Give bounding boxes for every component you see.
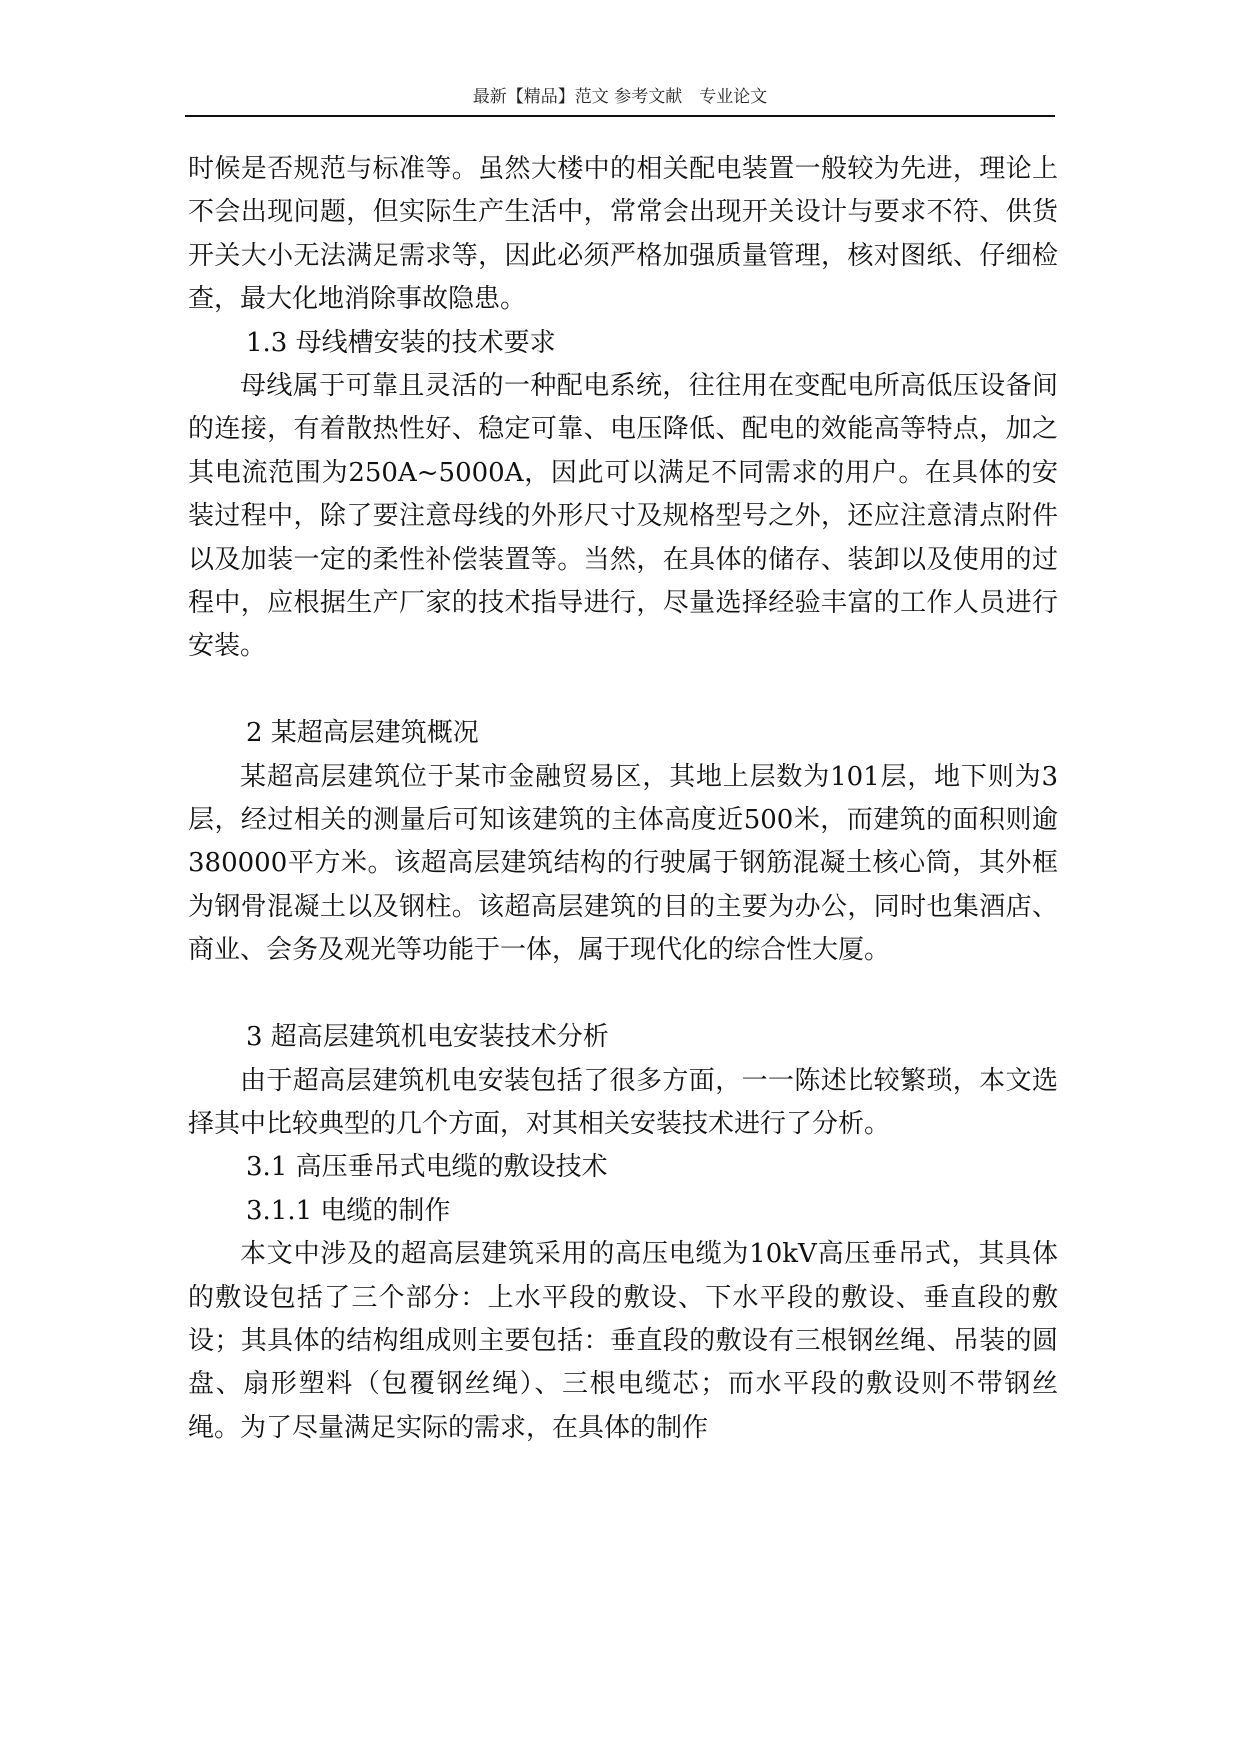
- paragraph: 由于超高层建筑机电安装包括了很多方面，一一陈述比较繁琐，本文选择其中比较典型的几个方面，对其相关安装技术进行了分析。: [188, 1065, 1058, 1139]
- paragraph: 某超高层建筑位于某市金融贸易区，其地上层数为101层，地下则为3层，经过相关的测量后可知该建筑的主体高度近500米，而建筑的面积则逾380000平方米。该超高层建筑结构的行驶属于钢筋混凝土核心筒，其外框为钢骨混凝土以及钢柱。该超高层建筑的目的主要为办公，同时也集酒店、商业、会务及观光等功能于一体，属于现代化的综合性大厦。: [188, 761, 1058, 966]
- paragraph-gap: [188, 669, 1058, 712]
- section-heading: 3 超高层建筑机电安装技术分析: [246, 1022, 609, 1053]
- paragraph: 时候是否规范与标准等。虽然大楼中的相关配电装置一般较为先进，理论上不会出现问题，但实际生产生活中，常常会出现开关设计与要求不符、供货开关大小无法满足需求等，因此必须严格加强质量管理，核对图纸、仔细检查，最大化地消除事故隐患。: [188, 154, 1058, 315]
- paragraph: 本文中涉及的超高层建筑采用的高压电缆为10kV高压垂吊式，其具体的敷设包括了三个部分：上水平段的敷设、下水平段的敷设、垂直段的敷设；其具体的结构组成则主要包括：垂直段的敷设有三根钢丝绳、吊装的圆盘、扇形塑料（包覆钢丝绳）、三根电缆芯；而水平段的敷设则不带钢丝绳。为了尽量满足实际的需求，在具体的制作: [188, 1239, 1058, 1443]
- header-divider: [185, 115, 1055, 117]
- document-body: [188, 148, 1058, 1450]
- subsection-heading: 3.1 高压垂吊式电缆的敷设技术: [246, 1152, 608, 1183]
- section-heading: 2 某超高层建筑概况: [246, 718, 479, 749]
- running-header: 最新【精品】范文 参考文献 专业论文: [472, 87, 768, 107]
- paragraph-gap: [188, 973, 1058, 1016]
- subsection-heading: 3.1.1 电缆的制作: [246, 1195, 451, 1226]
- section-heading: 1.3 母线槽安装的技术要求: [246, 327, 556, 358]
- paragraph: 母线属于可靠且灵活的一种配电系统，往往用在变配电所高低压设备间的连接，有着散热性好、稳定可靠、电压降低、配电的效能高等特点，加之其电流范围为250A~5000A，因此可以满足不同需求的用户。在具体的安装过程中，除了要注意母线的外形尺寸及规格型号之外，还应注意清点附件以及加装一定的柔性补偿装置等。当然，在具体的储存、装卸以及使用的过程中，应根据生产厂家的技术指导进行，尽量选择经验丰富的工作人员进行安装。: [188, 371, 1058, 662]
